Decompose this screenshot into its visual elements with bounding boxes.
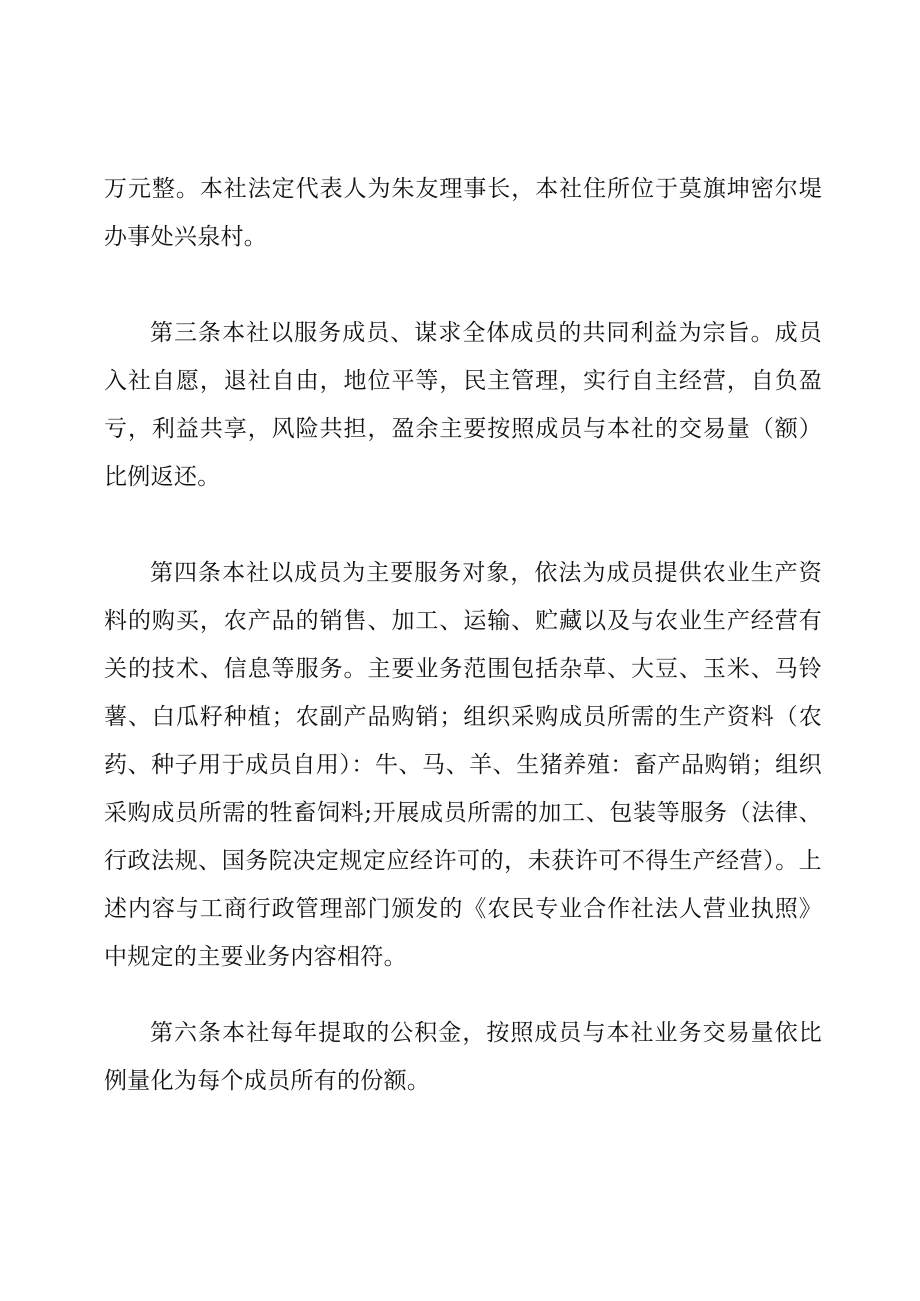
paragraph-article-4: 第四条本社以成员为主要服务对象，依法为成员提供农业生产资料的购买，农产品的销售、加工、运输、贮藏以及与农业生产经营有关的技术、信息等服务。主要业务范围包括杂草、大豆、玉米、马铃薯、白瓜籽种植；农副产品购销；组织采购成员所需的生产资料（农药、种子用于成员自用）：牛、马、羊、生猪养殖：畜产品购销；组织采购成员所需的牲畜饲料;开展成员所需的加工、包装等服务（法律、行政法规、国务院决定规定应经许可的，未获许可不得生产经营）。上述内容与工商行政管理部门颁发的《农民专业合作社法人营业执照》中规定的主要业务内容相符。 bbox=[104, 560, 822, 970]
paragraph-article-3: 第三条本社以服务成员、谋求全体成员的共同利益为宗旨。成员入社自愿，退社自由，地位平等，民主管理，实行自主经营，自负盈亏，利益共享，风险共担，盈余主要按照成员与本社的交易量（额）比例返还。 bbox=[104, 320, 822, 490]
paragraph-continuation: 万元整。本社法定代表人为朱友理事长，本社住所位于莫旗坤密尔堤办事处兴泉村。 bbox=[104, 176, 822, 250]
paragraph-article-6: 第六条本社每年提取的公积金，按照成员与本社业务交易量依比例量化为每个成员所有的份额。 bbox=[104, 1020, 822, 1094]
